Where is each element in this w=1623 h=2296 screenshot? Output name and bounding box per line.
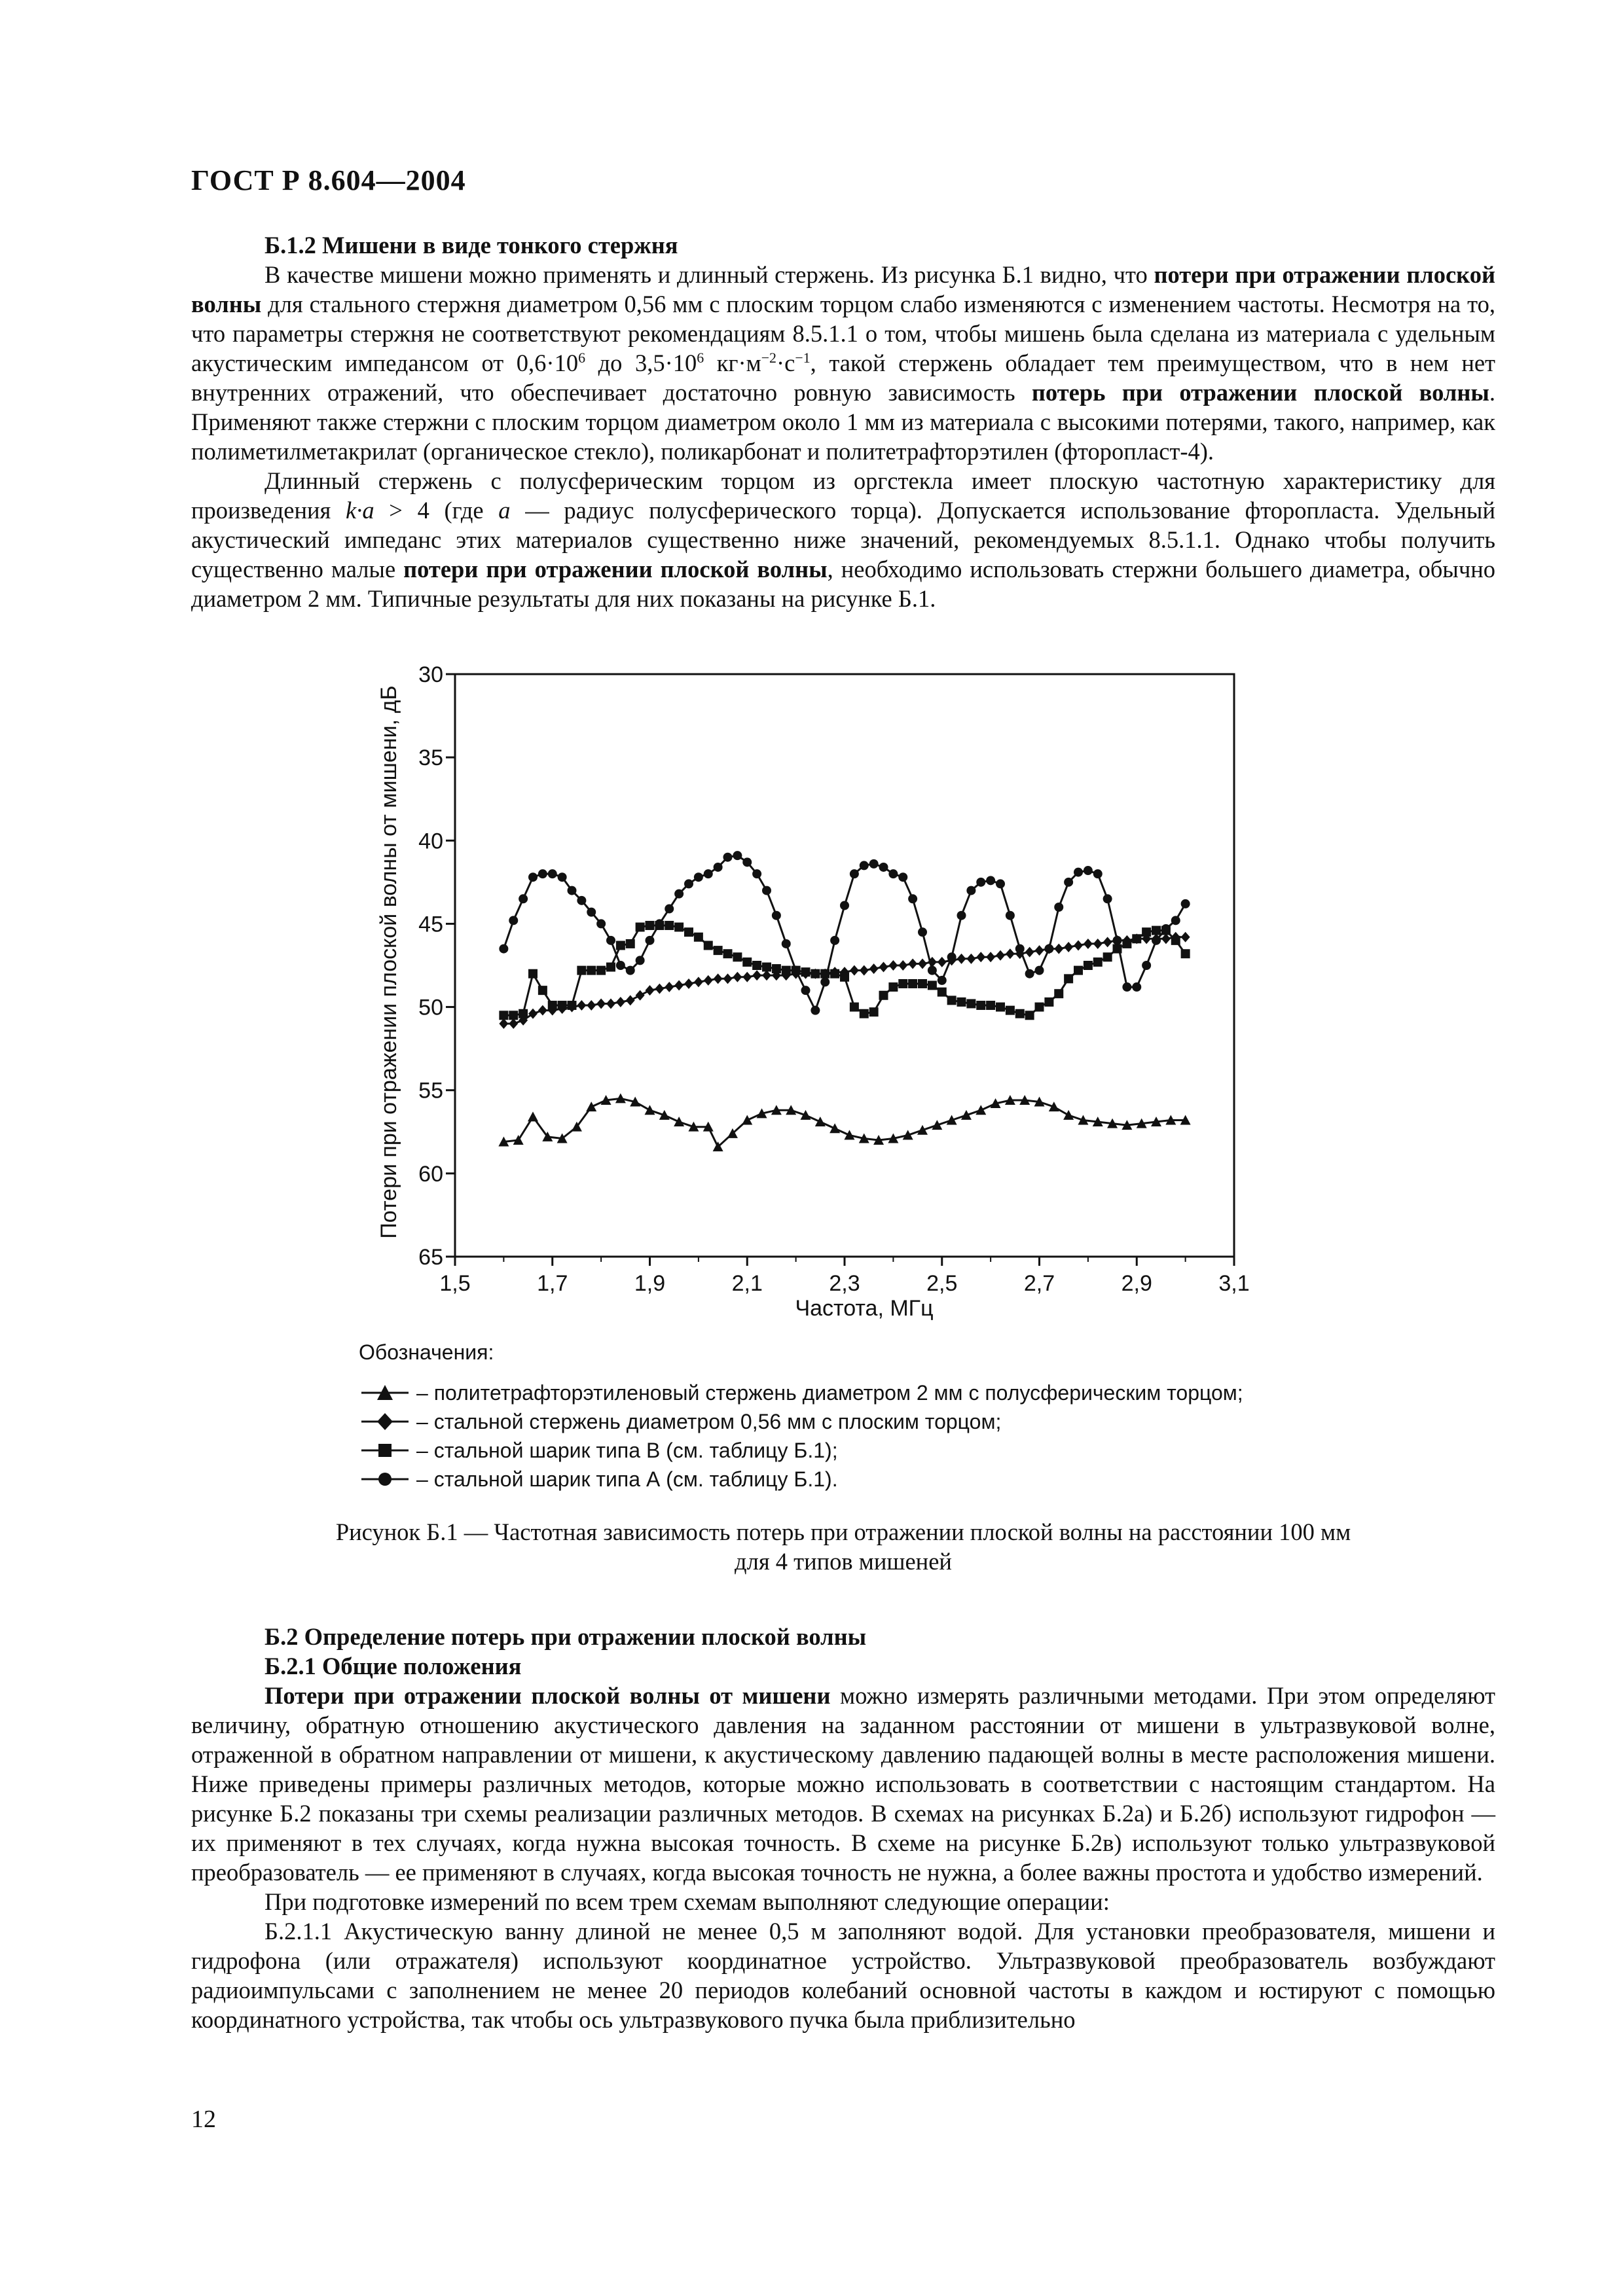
data-point <box>587 1000 596 1011</box>
data-point <box>1132 982 1141 992</box>
legend-item: – стальной стержень диаметром 0,56 мм с плоским торцом; <box>359 1407 1243 1436</box>
data-point <box>733 952 742 961</box>
x-tick-label: 2,1 <box>731 1271 763 1296</box>
triangle-marker-icon <box>359 1383 411 1403</box>
data-point <box>742 958 752 967</box>
y-tick-label: 60 <box>418 1161 443 1187</box>
data-point <box>772 964 781 973</box>
data-point <box>840 973 849 982</box>
data-point <box>674 1117 684 1126</box>
paragraph: При подготовке измерений по всем трем схемам выполняют следующие операции: <box>264 1888 1110 1915</box>
data-point <box>830 936 839 945</box>
data-point <box>577 1000 586 1011</box>
data-point <box>1132 934 1141 943</box>
data-point <box>606 998 615 1009</box>
data-point <box>704 941 713 950</box>
y-tick-label: 35 <box>418 745 443 771</box>
data-point <box>957 997 966 1007</box>
data-point <box>694 977 703 987</box>
data-point <box>509 1018 518 1029</box>
data-point <box>1171 936 1180 945</box>
data-point <box>1035 945 1044 956</box>
data-point <box>957 954 966 964</box>
data-point <box>976 878 985 887</box>
data-point <box>752 869 761 878</box>
data-point <box>1054 944 1063 954</box>
data-point <box>538 986 547 995</box>
data-point <box>792 966 801 975</box>
data-point <box>986 1001 995 1010</box>
data-point <box>548 1001 557 1010</box>
data-point <box>850 869 859 878</box>
data-point <box>928 966 937 975</box>
data-point <box>1084 961 1093 970</box>
data-point <box>587 908 596 917</box>
data-point <box>1103 894 1112 903</box>
data-point <box>616 961 625 970</box>
data-point <box>1063 1110 1074 1120</box>
data-point <box>596 998 606 1009</box>
data-point <box>918 927 927 937</box>
paragraph: Потери при отражении плоской волны от мишени можно измерять различными методами. При этом определяют величину, обратную отношению акустического давления на заданном расстоянии от мишени в ультразвуковой волне, отраженной в обратном направлении от мишени, к акустическому давлению падающей волны в месте расположения мишени. Ниже приведены примеры различных методов, которые можно использовать в соответствии с настоящим стандартом. На рисунке Б.2 показаны три схемы реализации различных методов. В схемах на рисунках Б.2а) и Б.2б) используют гидрофон — их применяют в тех случаях, когда нужна высокая точность. В схеме на рисунке Б.2в) используют только ультразвуковой преобразователь — ее применяют в случаях, когда высокая точность не нужна, а более важны простота и удобство измерений. <box>191 1682 1495 1886</box>
figure-caption: Рисунок Б.1 — Частотная зависимость потерь при отражении плоской волны на расстоянии 100 мм для 4 типов мишеней <box>335 1518 1351 1575</box>
data-point <box>1122 939 1131 948</box>
data-point <box>596 919 606 928</box>
data-point <box>1181 949 1190 958</box>
data-point <box>1064 878 1073 887</box>
data-point <box>898 872 907 882</box>
y-tick-label: 50 <box>418 995 443 1020</box>
data-point <box>1054 989 1063 998</box>
data-point <box>665 905 674 914</box>
data-point <box>1044 944 1053 954</box>
series-circle <box>499 851 1190 1014</box>
data-point <box>646 936 655 945</box>
data-point <box>1015 1009 1025 1018</box>
data-point <box>996 1003 1005 1012</box>
data-point <box>714 973 723 984</box>
data-point <box>568 886 577 895</box>
data-point <box>1035 966 1044 975</box>
data-point <box>499 944 508 954</box>
data-point <box>626 995 635 1005</box>
data-point <box>1093 958 1103 967</box>
data-point <box>762 963 771 972</box>
paragraph: Б.2.1.1 Акустическую ванну длиной не менее 0,5 м заполняют водой. Для установки преобразователя, мишени и гидрофона (или отражателя) используют координатное устройство. Ультразвуковой преобразователь возбуждают радиоимпульсами с заполнением не менее 20 периодов колебаний основной частоты в каждом и юстируют с помощью координатного устройства, так чтобы ось ультразвукового пучка была приблизительно <box>191 1918 1495 2033</box>
data-point <box>1064 974 1073 983</box>
x-tick-label: 2,9 <box>1121 1271 1152 1296</box>
data-point <box>704 975 713 986</box>
data-point <box>636 990 645 1001</box>
y-axis-title: Потери при отражении плоской волны от мишени, дБ <box>376 685 401 1239</box>
data-point <box>645 1105 655 1115</box>
data-point <box>694 933 703 942</box>
data-point <box>1084 866 1093 875</box>
data-point <box>782 939 791 948</box>
data-point <box>1074 868 1083 877</box>
data-point <box>850 965 859 976</box>
data-point <box>938 988 947 997</box>
data-point <box>646 921 655 930</box>
data-point <box>752 961 761 970</box>
data-point <box>568 1001 577 1010</box>
data-point <box>684 978 693 989</box>
data-point <box>596 966 606 975</box>
data-point <box>1074 966 1083 975</box>
data-point <box>844 1130 854 1139</box>
x-tick-label: 2,7 <box>1023 1271 1055 1296</box>
square-marker-icon <box>359 1441 411 1460</box>
data-point <box>499 1011 508 1020</box>
data-point <box>879 991 888 1000</box>
data-point <box>1113 936 1122 945</box>
data-point <box>1006 948 1015 959</box>
y-tick-label: 55 <box>418 1078 443 1103</box>
diamond-marker-icon <box>359 1412 411 1431</box>
data-point <box>908 979 917 988</box>
data-point <box>684 879 693 888</box>
data-point <box>888 869 898 878</box>
data-point <box>918 958 927 969</box>
data-point <box>976 1105 986 1115</box>
data-point <box>840 901 849 910</box>
x-tick-label: 2,3 <box>829 1271 860 1296</box>
paragraph: В качестве мишени можно применять и длинный стержень. Из рисунка Б.1 видно, что потери при отражении плоской волны для стального стержня диаметром 0,56 мм с плоским торцом слабо изменяются с изменением частоты. Несмотря на то, что параметры стержня не соответствуют рекомендациям 8.5.1.1 о том, чтобы мишень была сделана из материала с удельным акустическим импедансом от $0,6\cdot 10^6$ до $3,5\cdot 10^6$ $кг\cdot м^{-2}\cdot с^{-1}$, такой стержень обладает тем преимуществом, что в нем нет внутренних отражений, что обеспечивает достаточно ровную зависимость потерь при отражении плоской волны. Применяют также стержни с плоским торцом диаметром около 1 мм из материала с высокими потерями, такого, например, как полиметилметакрилат (органическое стекло), поликарбонат и политетрафторэтилен (фторопласт-4). <box>191 261 1496 465</box>
data-point <box>1142 961 1151 970</box>
data-point <box>908 958 917 969</box>
legend-item: – стальной шарик типа А (см. таблицу Б.1). <box>359 1465 1243 1494</box>
data-point <box>908 894 917 903</box>
data-point <box>1084 939 1093 949</box>
data-point <box>1025 1011 1034 1020</box>
data-point <box>850 1003 859 1012</box>
data-point <box>577 966 586 975</box>
data-point <box>898 960 907 971</box>
data-point <box>1015 944 1025 954</box>
data-point <box>1103 952 1112 961</box>
paragraph: Длинный стержень с полусферическим торцом из оргстекла имеет плоскую частотную характеристику для произведения k·a > 4 (где a — радиус полусферического торца). Допускается использование фторопласта. Удельный акустический импеданс этих материалов существенно ниже значений, рекомендуемых 8.5.1.1. Однако чтобы получить существенно малые потери при отражении плоской волны, необходимо использовать стержни большего диаметра, обычно диаметром 2 мм. Типичные результаты для них показаны на рисунке Б.1. <box>191 467 1495 612</box>
plot-area <box>455 674 1234 1257</box>
data-point <box>1103 937 1112 947</box>
data-point <box>1171 916 1180 925</box>
frequency-loss-chart <box>367 661 1283 1329</box>
data-point <box>586 1102 596 1111</box>
data-point <box>928 981 937 990</box>
data-point <box>723 853 733 862</box>
data-point <box>1044 997 1053 1007</box>
data-point <box>966 954 976 964</box>
data-point <box>674 923 684 932</box>
data-point <box>1064 942 1073 952</box>
data-point <box>636 956 645 965</box>
data-point <box>996 879 1005 888</box>
data-point <box>879 962 888 973</box>
data-point <box>898 979 907 988</box>
subsection-heading: Б.2.1 Общие положения <box>264 1653 522 1679</box>
data-point <box>986 876 995 885</box>
data-point <box>665 982 674 992</box>
data-point <box>1093 939 1103 949</box>
data-point <box>548 869 557 878</box>
data-point <box>742 1115 752 1124</box>
data-point <box>860 1009 869 1018</box>
x-tick-label: 1,9 <box>634 1271 666 1296</box>
data-point <box>752 970 761 980</box>
data-point <box>519 894 528 903</box>
data-point <box>655 919 664 928</box>
data-point <box>879 863 888 872</box>
data-point <box>811 1006 820 1015</box>
data-point <box>966 999 976 1008</box>
data-point <box>655 984 664 994</box>
data-point <box>1074 940 1083 950</box>
data-point <box>976 1001 985 1010</box>
data-point <box>820 977 830 986</box>
data-point <box>957 911 966 920</box>
x-tick-label: 1,7 <box>537 1271 568 1296</box>
data-point <box>499 1018 508 1029</box>
data-point <box>860 861 869 870</box>
section-b2 <box>191 1622 1495 2034</box>
data-point <box>801 967 811 977</box>
data-point <box>558 872 567 882</box>
section-heading: Б.1.2 Мишени в виде тонкого стержня <box>264 232 678 259</box>
x-tick-label: 1,5 <box>439 1271 471 1296</box>
data-point <box>606 936 615 945</box>
data-point <box>830 1123 840 1133</box>
data-point <box>869 963 879 974</box>
data-point <box>1025 947 1034 958</box>
data-point <box>947 996 957 1005</box>
data-point <box>815 1117 826 1126</box>
data-point <box>509 916 518 925</box>
data-point <box>1093 869 1103 878</box>
data-point <box>801 986 811 995</box>
legend-item: – политетрафторэтиленовый стержень диаметром 2 мм с полусферическим торцом; <box>359 1378 1243 1407</box>
document-header: ГОСТ Р 8.604—2004 <box>191 164 466 196</box>
data-point <box>665 921 674 930</box>
data-point <box>996 950 1005 961</box>
data-point <box>742 972 752 982</box>
data-point <box>762 886 771 895</box>
data-point <box>626 939 635 948</box>
data-point <box>1142 927 1151 937</box>
data-point <box>577 896 586 905</box>
y-tick-label: 65 <box>418 1245 443 1270</box>
data-point <box>869 1007 879 1016</box>
data-point <box>733 851 742 860</box>
data-point <box>888 982 898 992</box>
x-tick-label: 3,1 <box>1218 1271 1250 1296</box>
x-axis-title: Частота, МГц <box>795 1296 934 1321</box>
data-point <box>918 979 927 988</box>
data-point <box>684 927 693 937</box>
data-point <box>538 869 547 878</box>
data-point <box>674 889 684 899</box>
legend <box>359 1378 1243 1494</box>
legend-item: – стальной шарик типа В (см. таблицу Б.1); <box>359 1436 1243 1465</box>
data-point <box>723 949 733 958</box>
y-tick-label: 40 <box>418 829 443 854</box>
data-point <box>616 941 625 950</box>
data-point <box>1122 982 1131 992</box>
data-point <box>606 963 615 972</box>
data-point <box>888 960 898 971</box>
data-point <box>636 923 645 932</box>
data-point <box>966 886 976 895</box>
data-point <box>762 970 771 980</box>
data-point <box>1152 926 1161 935</box>
data-point <box>1181 899 1190 908</box>
data-point <box>558 1001 567 1010</box>
data-point <box>723 973 733 984</box>
data-point <box>1025 969 1034 978</box>
data-point <box>947 952 957 961</box>
data-point <box>704 869 713 878</box>
data-point <box>1006 1006 1015 1015</box>
data-point <box>616 997 625 1007</box>
data-point <box>860 965 869 976</box>
data-point <box>782 966 791 975</box>
data-point <box>1152 936 1161 945</box>
data-point <box>519 1009 528 1018</box>
data-point <box>1181 932 1190 942</box>
series-line <box>503 855 1185 1011</box>
data-point <box>976 952 985 962</box>
series-triangle <box>498 1093 1190 1151</box>
data-point <box>674 980 684 991</box>
data-point <box>714 863 723 872</box>
data-point <box>587 966 596 975</box>
data-point <box>528 872 538 882</box>
page-number: 12 <box>191 2106 216 2133</box>
data-point <box>1006 911 1015 920</box>
data-point <box>986 952 995 962</box>
data-point <box>772 911 781 920</box>
data-point <box>509 1011 518 1020</box>
data-point <box>733 972 742 982</box>
data-point <box>646 985 655 996</box>
data-point <box>528 969 538 978</box>
data-point <box>811 969 820 978</box>
data-point <box>830 969 839 978</box>
data-point <box>938 976 947 985</box>
data-point <box>714 946 723 955</box>
circle-marker-icon <box>359 1469 411 1489</box>
data-point <box>626 966 635 975</box>
section-heading: Б.2 Определение потерь при отражении плоской волны <box>264 1623 867 1650</box>
data-point <box>1161 924 1171 933</box>
y-tick-label: 30 <box>418 662 443 687</box>
data-point <box>1035 1003 1044 1012</box>
data-point <box>869 859 879 869</box>
data-point <box>528 1111 538 1121</box>
data-point <box>528 1009 538 1019</box>
section-b12 <box>191 230 1495 613</box>
data-point <box>538 1005 547 1016</box>
legend-title: Обозначения: <box>359 1340 494 1364</box>
x-tick-label: 2,5 <box>926 1271 958 1296</box>
data-point <box>694 872 703 882</box>
data-point <box>742 857 752 867</box>
data-point <box>1054 903 1063 912</box>
data-point <box>938 957 947 967</box>
y-tick-label: 45 <box>418 912 443 937</box>
